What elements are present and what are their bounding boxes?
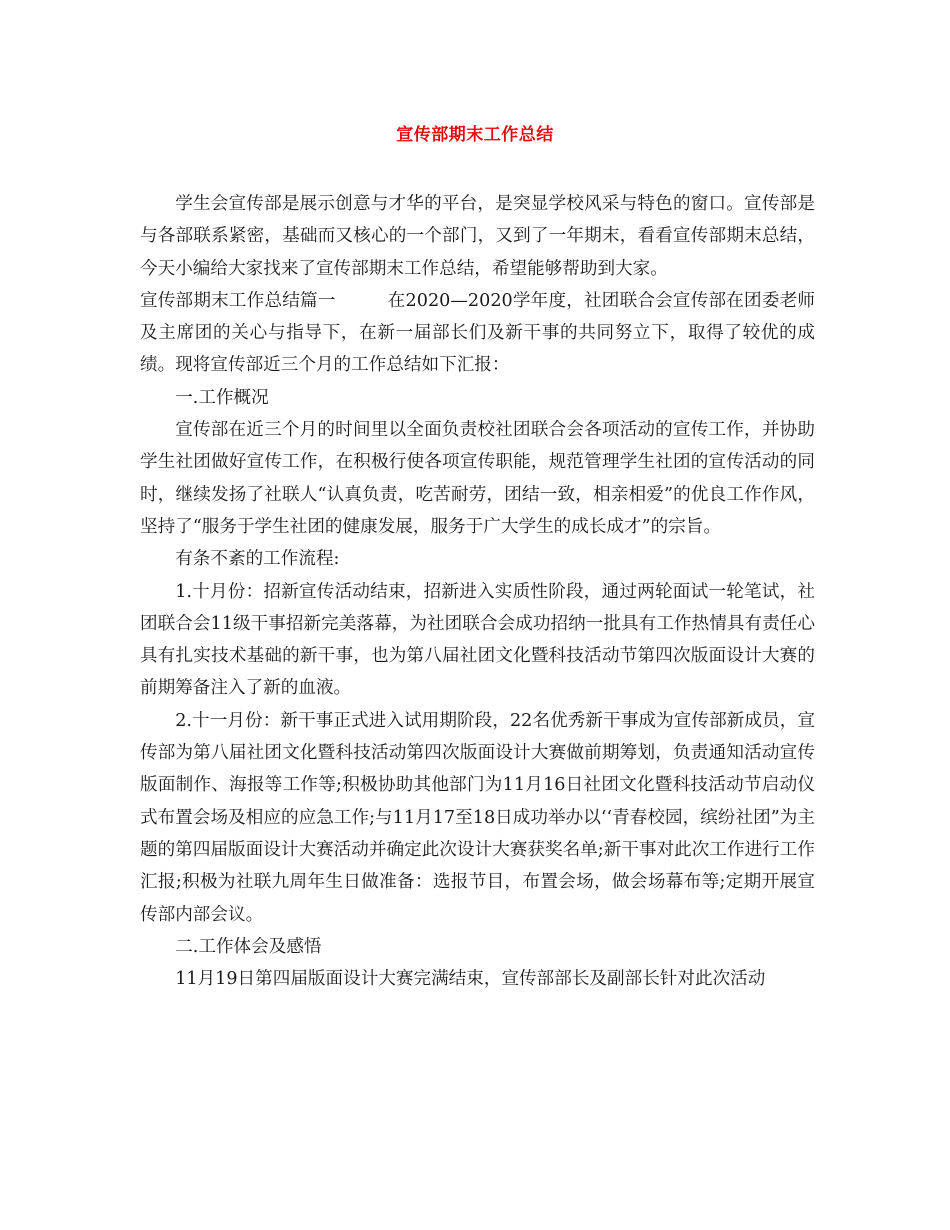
section-one-label: 宣传部期末工作总结篇一 <box>140 290 336 311</box>
section-one-paragraph <box>140 285 815 382</box>
document-body <box>140 188 815 995</box>
document-title: 宣传部期末工作总结 <box>396 125 554 145</box>
october-paragraph: 1.十月份：招新宣传活动结束，招新进入实质性阶段，通过两轮面试一轮笔试，社团联合会11级干事招新完美落幕，为社团联合会成功招纳一批具有工作热情具有责任心具有扎实技术基础的新干事，也为第八届社团文化暨科技活动节第四次版面设计大赛的前期筹备注入了新的血液。 <box>140 581 815 699</box>
overview-paragraph: 宣传部在近三个月的时间里以全面负责校社团联合会各项活动的宣传工作，并协助学生社团做好宣传工作，在积极行使各项宣传职能，规范管理学生社团的宣传活动的同时，继续发扬了社联人“认真负责，吃苦耐劳，团结一致，相亲相爱”的优良工作作风，坚持了“服务于学生社团的健康发展，服务于广大学生的成长成才”的宗旨。 <box>140 420 815 537</box>
workflow-heading: 有条不紊的工作流程: <box>175 549 340 570</box>
section-one-text: 在2020—2020学年度，社团联合会宣传部在团委老师及主席团的关心与指导下，在新一届部长们及新干事的共同努立下，取得了较优的成绩。现将宣传部近三个月的工作总结如下汇报： <box>140 290 815 376</box>
heading-experience: 二.工作体会及感悟 <box>175 936 322 957</box>
heading-work-overview: 一.工作概况 <box>175 387 269 408</box>
intro-paragraph: 学生会宣传部是展示创意与才华的平台，是突显学校风采与特色的窗口。宣传部是与各部联系紧密，基础而又核心的一个部门，又到了一年期末，看看宣传部期末总结，今天小编给大家找来了宣传部期末工作总结，希望能够帮助到大家。 <box>140 194 815 279</box>
experience-paragraph: 11月19日第四届版面设计大赛完满结束，宣传部部长及副部长针对此次活动 <box>175 969 766 990</box>
november-paragraph: 2.十一月份：新干事正式进入试用期阶段，22名优秀新干事成为宣传部新成员，宣传部为第八届社团文化暨科技活动第四次版面设计大赛做前期筹划，负责通知活动宣传版面制作、海报等工作等;积极协助其他部门为11月16日社团文化暨科技活动节启动仪式布置会场及相应的应急工作;与11月17至18日成功举办以‘‘青春校园，缤纷社团”为主题的第四届版面设计大赛活动并确定此次设计大赛获奖名单;新干事对此次工作进行工作汇报;积极为社联九周年生日做准备：选报节目，布置会场，做会场幕布等;定期开展宣传部内部会议。 <box>140 710 815 925</box>
